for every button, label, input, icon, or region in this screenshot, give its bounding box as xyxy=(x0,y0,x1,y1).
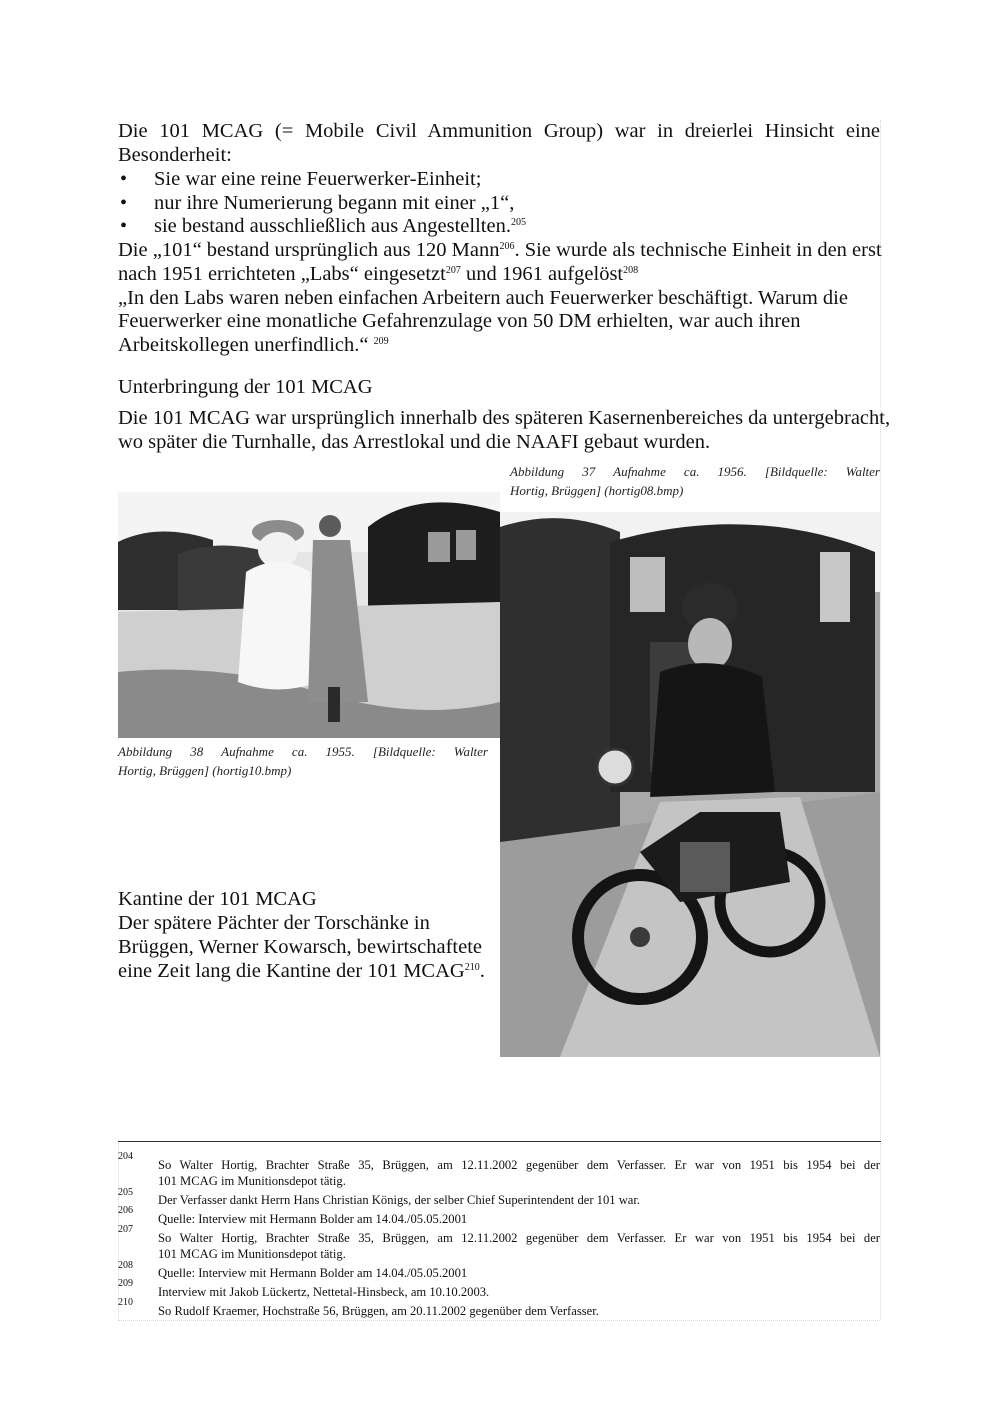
paragraph-2-line-2 xyxy=(118,263,638,287)
bullet-item-3-text: sie bestand ausschließlich aus Angestellten. xyxy=(154,215,511,237)
footnote-number-204: 204 xyxy=(118,1151,133,1162)
p2-line1-b: . Sie wurde als technische Einheit in den erst xyxy=(514,239,882,261)
footnote-ref-207[interactable]: 207 xyxy=(445,265,461,276)
footnote-number-208: 208 xyxy=(118,1260,133,1271)
intro-line-1: Die 101 MCAG (= Mobile Civil Ammunition Group) war in dreierlei Hinsicht eine xyxy=(118,120,880,142)
p2-line2-a: nach 1951 errichteten „Labs“ eingesetzt xyxy=(118,263,446,285)
section2-line-3 xyxy=(118,960,485,984)
bullet-marker: • xyxy=(120,192,128,214)
bullet-marker: • xyxy=(120,215,128,237)
quote-line-2: Feuerwerker eine monatliche Gefahrenzulage von 50 DM erhielten, war auch ihren xyxy=(118,310,801,332)
footnote-ref-209[interactable]: 209 xyxy=(373,336,389,347)
footnote-ref-210[interactable]: 210 xyxy=(464,962,480,973)
footnote-209-line-1: Interview mit Jakob Lückertz, Nettetal-Hinsbeck, am 10.10.2003. xyxy=(158,1285,490,1299)
quote-line-3 xyxy=(118,334,389,358)
section2-line-3-end: . xyxy=(479,960,485,982)
section2-line-3-text: eine Zeit lang die Kantine der 101 MCAG xyxy=(118,960,465,982)
photo-motorcycle-rider xyxy=(500,512,880,1057)
footnote-207-line-1: So Walter Hortig, Brachter Straße 35, Brüggen, am 12.11.2002 gegenüber dem Verfasser. Er war von 1951 bis 1954 bei der xyxy=(158,1231,880,1245)
footnote-number-207: 207 xyxy=(118,1224,133,1235)
photo-motorcycle-graphic xyxy=(500,512,880,1057)
section-heading-unterbringung: Unterbringung der 101 MCAG xyxy=(118,376,373,398)
photo-snowman-barracks xyxy=(118,492,500,738)
footnote-210-line-1: So Rudolf Kraemer, Hochstraße 56, Brüggen, am 20.11.2002 gegenüber dem Verfasser. xyxy=(158,1304,599,1318)
footnote-ref-206[interactable]: 206 xyxy=(499,241,515,252)
photo-snowman-graphic xyxy=(118,492,500,738)
section1-line-1: Die 101 MCAG war ursprünglich innerhalb des späteren Kasernenbereiches da untergebracht, xyxy=(118,407,891,429)
margin-guide-right xyxy=(880,120,881,1320)
bullet-marker: • xyxy=(120,168,128,190)
bullet-item-1: Sie war eine reine Feuerwerker-Einheit; xyxy=(154,168,482,190)
footnote-number-205: 205 xyxy=(118,1187,133,1198)
section1-line-2: wo später die Turnhalle, das Arrestlokal und die NAAFI gebaut wurden. xyxy=(118,431,711,453)
footnote-207-line-2: 101 MCAG im Munitionsdepot tätig. xyxy=(158,1247,346,1261)
quote-line-3-text: Arbeitskollegen unerfindlich.“ xyxy=(118,334,374,356)
p2-line1-a: Die „101“ bestand ursprünglich aus 120 Mann xyxy=(118,239,500,261)
footnote-204-line-1: So Walter Hortig, Brachter Straße 35, Brüggen, am 12.11.2002 gegenüber dem Verfasser. Er war von 1951 bis 1954 bei der xyxy=(158,1158,880,1172)
section-heading-kantine: Kantine der 101 MCAG xyxy=(118,888,317,910)
bullet-item-3 xyxy=(154,215,526,239)
section2-line-2: Brüggen, Werner Kowarsch, bewirtschaftete xyxy=(118,936,482,958)
footnote-205-line-1: Der Verfasser dankt Herrn Hans Christian Königs, der selber Chief Superintendent der 101 war. xyxy=(158,1193,641,1207)
footnote-204-line-2: 101 MCAG im Munitionsdepot tätig. xyxy=(158,1174,346,1188)
footnote-206-line-1: Quelle: Interview mit Hermann Bolder am 14.04./05.05.2001 xyxy=(158,1212,468,1226)
figure-38-caption-line-1: Abbildung 38 Aufnahme ca. 1955. [Bildquelle: Walter xyxy=(118,744,488,759)
footnote-separator xyxy=(118,1141,881,1142)
footnote-number-210: 210 xyxy=(118,1297,133,1308)
quote-line-1: „In den Labs waren neben einfachen Arbeitern auch Feuerwerker beschäftigt. Warum die xyxy=(118,287,848,309)
footnote-ref-208[interactable]: 208 xyxy=(623,265,639,276)
bullet-item-2: nur ihre Numerierung begann mit einer „1“, xyxy=(154,192,515,214)
section2-line-1: Der spätere Pächter der Torschänke in xyxy=(118,912,430,934)
p2-line2-b: und 1961 aufgelöst xyxy=(460,263,624,285)
footnote-number-206: 206 xyxy=(118,1205,133,1216)
paragraph-2-line-1 xyxy=(118,239,882,263)
figure-37-caption-line-1: Abbildung 37 Aufnahme ca. 1956. [Bildquelle: Walter xyxy=(510,464,880,479)
footnote-number-209: 209 xyxy=(118,1278,133,1289)
margin-guide-bottom xyxy=(118,1320,880,1321)
footnote-ref-205[interactable]: 205 xyxy=(510,217,526,228)
intro-line-2: Besonderheit: xyxy=(118,144,232,166)
footnote-208-line-1: Quelle: Interview mit Hermann Bolder am 14.04./05.05.2001 xyxy=(158,1266,468,1280)
figure-38-caption-line-2: Hortig, Brüggen] (hortig10.bmp) xyxy=(118,763,292,778)
figure-37-caption-line-2: Hortig, Brüggen] (hortig08.bmp) xyxy=(510,483,684,498)
